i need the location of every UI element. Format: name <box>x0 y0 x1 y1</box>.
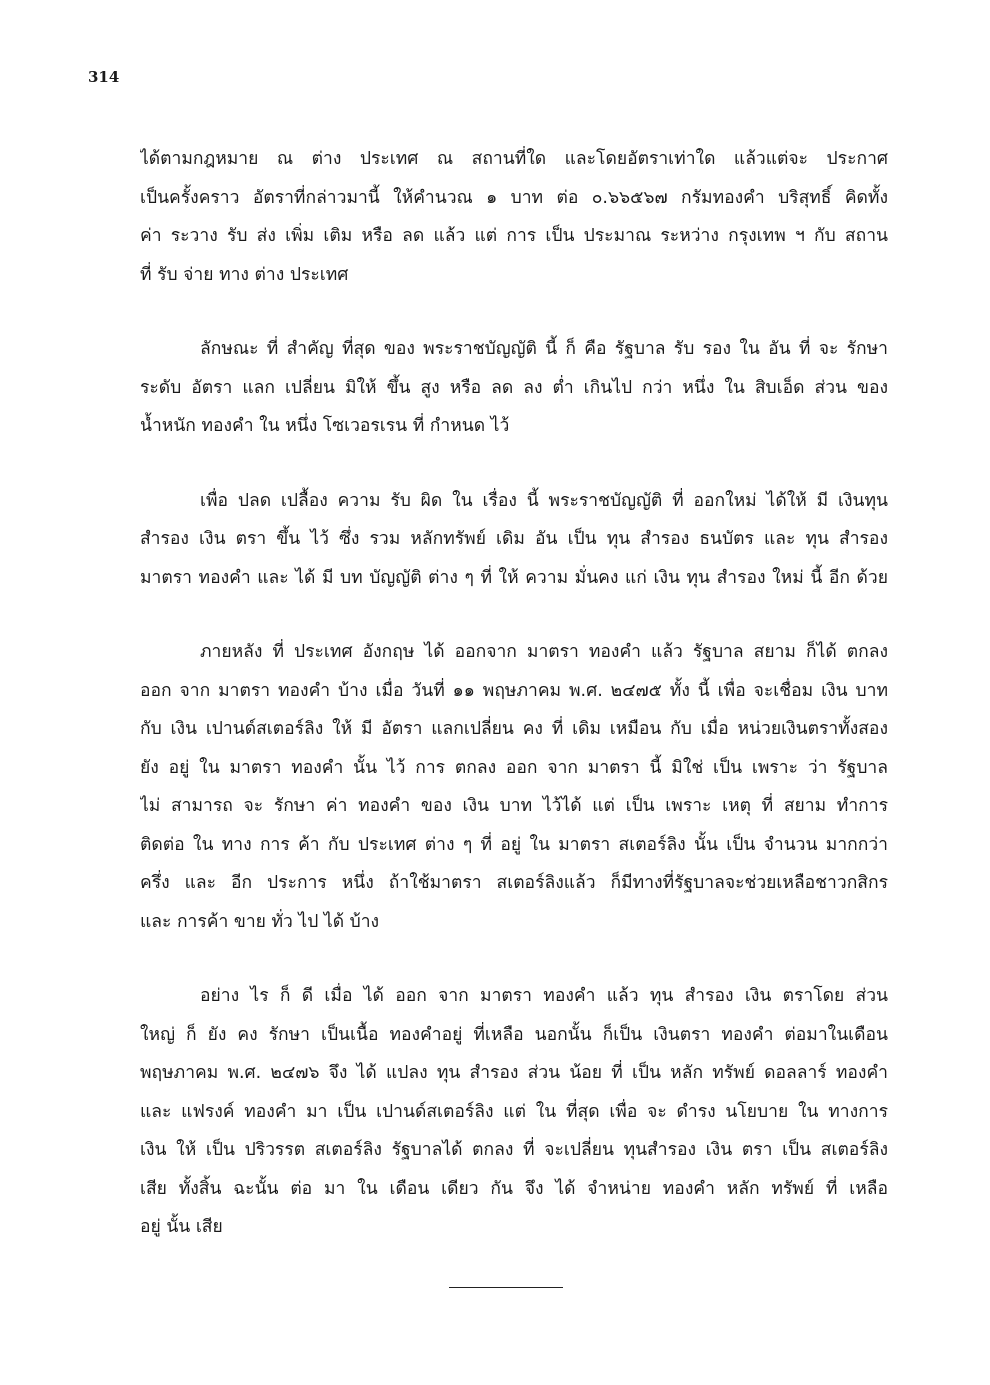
text-line: พฤษภาคม พ.ศ. ๒๔๗๖ จึง ได้ แปลง ทุน สำรอง ส่วน น้อย ที่ เป็น หลัก ทรัพย์ ดอลลาร์ ทองคำ <box>140 1063 888 1083</box>
paragraph-3 <box>140 482 888 598</box>
text-line: ไม่ สามารถ จะ รักษา ค่า ทองคำ ของ เงิน บาท ไว้ได้ แต่ เป็น เพราะ เหตุ ที่ สยาม ทำการ <box>140 796 888 816</box>
text-line: ติดต่อ ใน ทาง การ ค้า กับ ประเทศ ต่าง ๆ ที่ อยู่ ใน มาตรา สเตอร์ลิง นั้น เป็น จำนวน มากกว่า <box>140 834 888 855</box>
text-line: ระดับ อัตรา แลก เปลี่ยน มิให้ ขึ้น สูง หรือ ลด ลง ต่ำ เกินไป กว่า หนึ่ง ใน สิบเอ็ด ส่วน ของ <box>140 377 888 398</box>
section-separator-rule <box>449 1287 563 1288</box>
text-line: มาตรา ทองคำ และ ได้ มี บท บัญญัติ ต่าง ๆ ที่ ให้ ความ มั่นคง แก่ เงิน ทุน สำรอง ใหม่ นี้ อีก ด้วย <box>140 567 888 588</box>
paragraph-2 <box>140 330 888 446</box>
text-line: เพื่อ ปลด เปลื้อง ความ รับ ผิด ใน เรื่อง นี้ พระราชบัญญัติ ที่ ออกใหม่ ได้ให้ มี เงินทุน <box>200 490 888 511</box>
text-line: เงิน ให้ เป็น ปริวรรต สเตอร์ลิง รัฐบาลได้ ตกลง ที่ จะเปลี่ยน ทุนสำรอง เงิน ตรา เป็น สเตอร์ลิง <box>140 1140 888 1160</box>
text-line: อยู่ นั้น เสีย <box>140 1217 223 1237</box>
text-line: และ แฟรงค์ ทองคำ มา เป็น เปานด์สเตอร์ลิง แต่ ใน ที่สุด เพื่อ จะ ดำรง นโยบาย ใน ทางการ <box>140 1101 888 1122</box>
text-line: ครึ่ง และ อีก ประการ หนึ่ง ถ้าใช้มาตรา สเตอร์ลิงแล้ว ก็มีทางที่รัฐบาลจะช่วยเหลือชาวกสิกร <box>140 873 888 893</box>
text-line: เสีย ทั้งสิ้น ฉะนั้น ต่อ มา ใน เดือน เดียว กัน จึง ได้ จำหน่าย ทองคำ หลัก ทรัพย์ ที่ เหลือ <box>140 1178 888 1199</box>
text-line: เป็นครั้งคราว อัตราที่กล่าวมานี้ ให้คำนวณ ๑ บาท ต่อ ๐.๖๖๕๖๗ กรัมทองคำ บริสุทธิ์ คิดทั้ง <box>140 187 888 208</box>
body-text <box>140 140 888 1283</box>
page-number: 314 <box>88 68 120 86</box>
text-line: ออก จาก มาตรา ทองคำ บ้าง เมื่อ วันที่ ๑๑ พฤษภาคม พ.ศ. ๒๔๗๕ ทั้ง นี้ เพื่อ จะเชื่อม เงิน บาท <box>140 680 888 701</box>
text-line: สำรอง เงิน ตรา ขึ้น ไว้ ซึ่ง รวม หลักทรัพย์ เดิม อัน เป็น ทุน สำรอง ธนบัตร และ ทุน สำรอง <box>140 529 888 549</box>
text-line: และ การค้า ขาย ทั่ว ไป ได้ บ้าง <box>140 911 380 932</box>
text-line: ยัง อยู่ ใน มาตรา ทองคำ นั้น ไว้ การ ตกลง ออก จาก มาตรา นี้ มิใช่ เป็น เพราะ ว่า รัฐบาล <box>140 757 888 778</box>
text-line: ที่ รับ จ่าย ทาง ต่าง ประเทศ <box>140 264 349 285</box>
paragraph-1 <box>140 140 888 294</box>
paragraph-5 <box>140 977 888 1247</box>
text-line: ภายหลัง ที่ ประเทศ อังกฤษ ได้ ออกจาก มาตรา ทองคำ แล้ว รัฐบาล สยาม ก็ได้ ตกลง <box>200 642 888 662</box>
paragraph-4 <box>140 633 888 941</box>
text-line: กับ เงิน เปานด์สเตอร์ลิง ให้ มี อัตรา แลกเปลี่ยน คง ที่ เดิม เหมือน กับ เมื่อ หน่วยเงินตราทั้งสอง <box>140 719 888 739</box>
text-line: อย่าง ไร ก็ ดี เมื่อ ได้ ออก จาก มาตรา ทองคำ แล้ว ทุน สำรอง เงิน ตราโดย ส่วน <box>200 986 888 1006</box>
text-line: ใหญ่ ก็ ยัง คง รักษา เป็นเนื้อ ทองคำอยู่ ที่เหลือ นอกนั้น ก็เป็น เงินตรา ทองคำ ต่อมาในเดือน <box>140 1024 888 1045</box>
text-line: น้ำหนัก ทองคำ ใน หนึ่ง โซเวอรเรน ที่ กำหนด ไว้ <box>140 416 510 436</box>
text-line: ลักษณะ ที่ สำคัญ ที่สุด ของ พระราชบัญญัติ นี้ ก็ คือ รัฐบาล รับ รอง ใน อัน ที่ จะ รักษา <box>200 339 888 359</box>
text-line: ค่า ระวาง รับ ส่ง เพิ่ม เติม หรือ ลด แล้ว แต่ การ เป็น ประมาณ ระหว่าง กรุงเทพ ฯ กับ สถาน <box>140 226 888 246</box>
text-line: ได้ตามกฎหมาย ณ ต่าง ประเทศ ณ สถานที่ใด และโดยอัตราเท่าใด แล้วแต่จะ ประกาศ <box>140 149 888 169</box>
